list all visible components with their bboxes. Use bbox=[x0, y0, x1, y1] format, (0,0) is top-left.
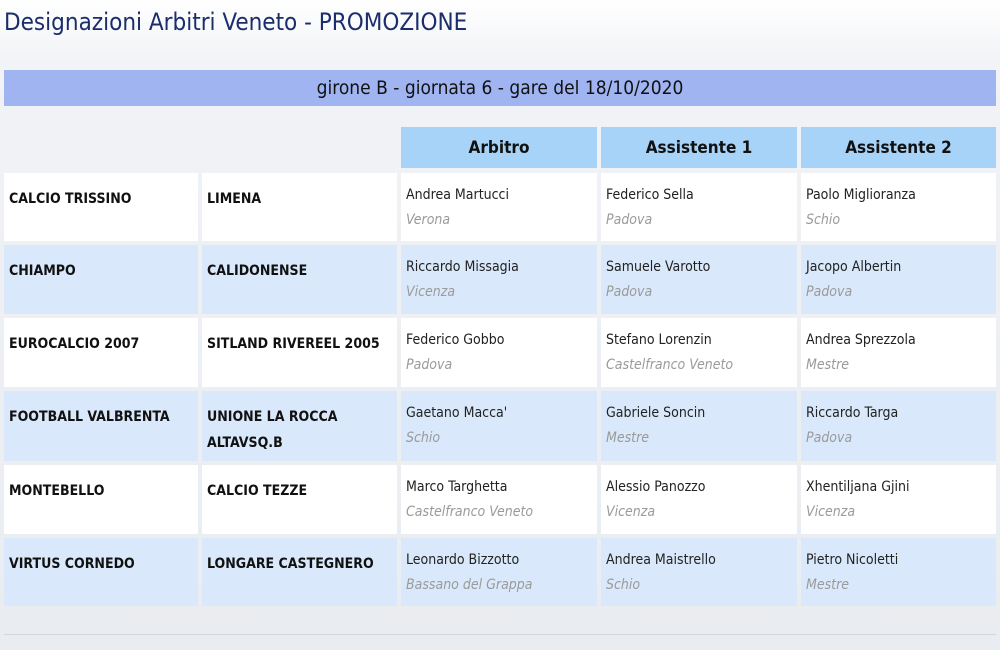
official-city: Mestre bbox=[806, 357, 850, 373]
assistant-2-cell bbox=[801, 245, 996, 314]
assistant-1-cell bbox=[601, 318, 797, 387]
away-team: LONGARE CASTEGNERO bbox=[202, 538, 397, 606]
official-city: Mestre bbox=[606, 430, 650, 446]
away-team: UNIONE LA ROCCA ALTAVSQ.B bbox=[202, 391, 397, 461]
assistant-1-cell bbox=[601, 245, 797, 314]
round-banner: girone B - giornata 6 - gare del 18/10/2020 bbox=[4, 70, 996, 106]
referee-cell bbox=[401, 538, 597, 606]
assistant-1-cell bbox=[601, 538, 797, 606]
official-name: Pietro Nicoletti bbox=[806, 552, 899, 568]
official-city: Padova bbox=[406, 357, 453, 373]
home-team: MONTEBELLO bbox=[4, 465, 198, 534]
assistant-2-cell bbox=[801, 173, 996, 241]
header-referee: Arbitro bbox=[401, 127, 597, 168]
assistant-2-cell bbox=[801, 391, 996, 461]
official-city: Castelfranco Veneto bbox=[406, 504, 534, 520]
divider bbox=[4, 634, 996, 635]
header-assistant-1: Assistente 1 bbox=[601, 127, 797, 168]
official-city: Mestre bbox=[806, 577, 850, 593]
official-name: Andrea Sprezzola bbox=[806, 332, 916, 348]
official-name: Jacopo Albertin bbox=[806, 259, 902, 275]
referee-cell bbox=[401, 173, 597, 241]
assistant-2-cell bbox=[801, 538, 996, 606]
table-row bbox=[4, 465, 996, 534]
official-name: Federico Sella bbox=[606, 187, 694, 203]
away-team: CALCIO TEZZE bbox=[202, 465, 397, 534]
official-name: Riccardo Targa bbox=[806, 405, 899, 421]
assistant-1-cell bbox=[601, 391, 797, 461]
official-name: Andrea Maistrello bbox=[606, 552, 716, 568]
header-assistant-2: Assistente 2 bbox=[801, 127, 996, 168]
away-team: SITLAND RIVEREEL 2005 bbox=[202, 318, 397, 387]
official-name: Federico Gobbo bbox=[406, 332, 505, 348]
assistant-2-cell bbox=[801, 465, 996, 534]
table-row bbox=[4, 173, 996, 241]
home-team: VIRTUS CORNEDO bbox=[4, 538, 198, 606]
home-team: FOOTBALL VALBRENTA bbox=[4, 391, 198, 461]
official-name: Stefano Lorenzin bbox=[606, 332, 712, 348]
official-name: Andrea Martucci bbox=[406, 187, 509, 203]
official-name: Leonardo Bizzotto bbox=[406, 552, 520, 568]
official-name: Riccardo Missagia bbox=[406, 259, 519, 275]
official-city: Padova bbox=[806, 430, 853, 446]
official-city: Vicenza bbox=[406, 284, 456, 300]
home-team: EUROCALCIO 2007 bbox=[4, 318, 198, 387]
official-city: Vicenza bbox=[606, 504, 656, 520]
official-city: Padova bbox=[806, 284, 853, 300]
referee-cell bbox=[401, 465, 597, 534]
away-team: CALIDONENSE bbox=[202, 245, 397, 314]
official-city: Verona bbox=[406, 212, 451, 228]
home-team: CALCIO TRISSINO bbox=[4, 173, 198, 241]
official-name: Gabriele Soncin bbox=[606, 405, 706, 421]
table-row bbox=[4, 245, 996, 314]
table-row bbox=[4, 538, 996, 606]
home-team: CHIAMPO bbox=[4, 245, 198, 314]
official-city: Schio bbox=[806, 212, 841, 228]
official-city: Padova bbox=[606, 212, 653, 228]
official-name: Marco Targhetta bbox=[406, 479, 508, 495]
page-title: Designazioni Arbitri Veneto - PROMOZIONE bbox=[4, 8, 468, 36]
official-name: Paolo Miglioranza bbox=[806, 187, 916, 203]
assistant-2-cell bbox=[801, 318, 996, 387]
referee-cell bbox=[401, 391, 597, 461]
official-name: Samuele Varotto bbox=[606, 259, 711, 275]
official-city: Schio bbox=[606, 577, 641, 593]
table-row bbox=[4, 391, 996, 461]
official-name: Xhentiljana Gjini bbox=[806, 479, 910, 495]
assistant-1-cell bbox=[601, 465, 797, 534]
official-city: Schio bbox=[406, 430, 441, 446]
away-team: LIMENA bbox=[202, 173, 397, 241]
assistant-1-cell bbox=[601, 173, 797, 241]
official-city: Padova bbox=[606, 284, 653, 300]
table-row bbox=[4, 318, 996, 387]
official-city: Bassano del Grappa bbox=[406, 577, 533, 593]
referee-cell bbox=[401, 318, 597, 387]
official-city: Vicenza bbox=[806, 504, 856, 520]
official-city: Castelfranco Veneto bbox=[606, 357, 734, 373]
official-name: Alessio Panozzo bbox=[606, 479, 706, 495]
referee-cell bbox=[401, 245, 597, 314]
official-name: Gaetano Macca' bbox=[406, 405, 508, 421]
